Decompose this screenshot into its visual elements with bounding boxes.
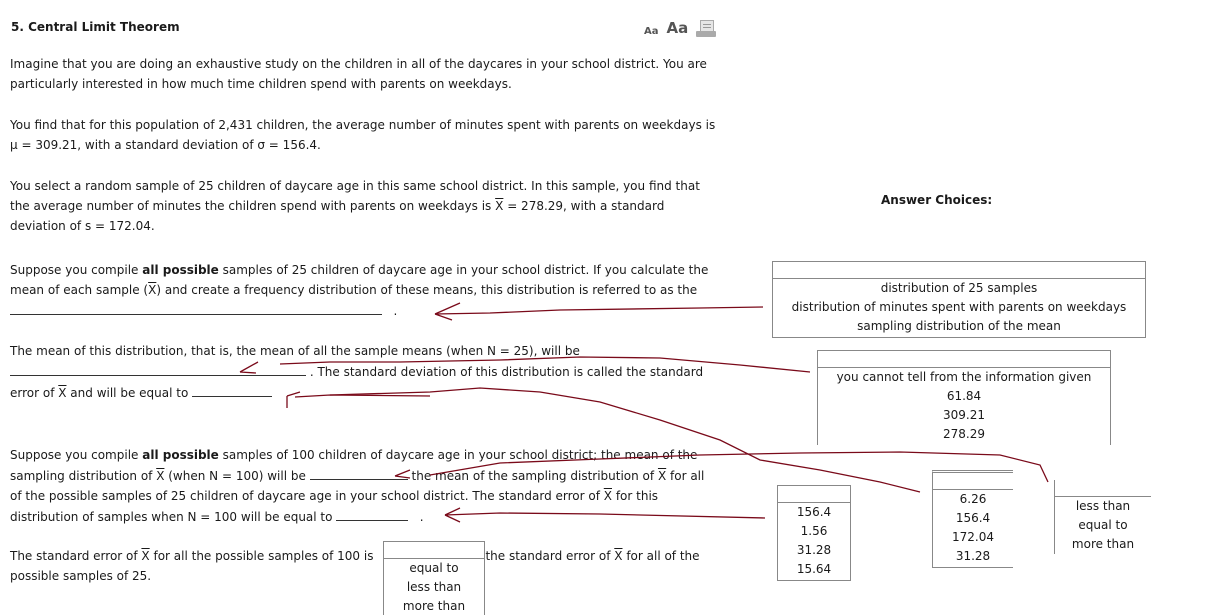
text: = 278.29, with a standard (503, 199, 665, 213)
dropdown-option[interactable]: 1.56 (800, 524, 828, 538)
dropdown-option[interactable]: 6.26 (959, 492, 987, 506)
dropdown-option[interactable]: 31.28 (796, 543, 832, 557)
text: (when N = 100) will be (164, 469, 306, 483)
answer-blank-2[interactable] (10, 361, 306, 376)
text (10, 196, 730, 216)
text: Suppose you compile (10, 448, 143, 462)
dropdown-mean-value[interactable] (817, 350, 1111, 445)
dropdown-option[interactable]: equal to (1078, 518, 1128, 532)
xbar-symbol: $\overline{X}$ (141, 549, 150, 563)
xbar-symbol: $\overline{X}$ (603, 489, 612, 503)
text: the mean of the sampling distribution of (407, 469, 658, 483)
dropdown-option[interactable]: 15.64 (796, 562, 832, 576)
dropdown-selected[interactable] (778, 486, 850, 503)
text: ) and create a frequency distribution of these means, this distribution is referred to as the (156, 283, 698, 297)
sample-paragraph (10, 176, 730, 236)
toolbar (644, 19, 716, 37)
all-samples-paragraph (10, 260, 730, 321)
text: for all of the (622, 549, 700, 563)
dropdown-option[interactable]: 61.84 (946, 389, 982, 403)
answer-blank-5[interactable] (336, 506, 408, 521)
text: You find that for this population of 2,431 children, the average number of minutes spent with parents on weekdays is (10, 118, 716, 132)
text: . (393, 304, 398, 318)
question-title: 5. Central Limit Theorem (11, 20, 180, 34)
dropdown-option[interactable]: 278.29 (943, 427, 985, 441)
dropdown-option[interactable]: 156.4 (955, 511, 991, 525)
dropdown-standard-error-n100[interactable] (777, 485, 851, 581)
dropdown-mean-comparison[interactable] (1054, 480, 1151, 554)
dropdown-option[interactable]: more than (1071, 537, 1135, 551)
dropdown-option[interactable]: less than (1075, 499, 1131, 513)
dropdown-standard-error-n25[interactable] (932, 470, 1013, 568)
text: for all the possible samples of 100 is (149, 549, 374, 563)
bold-text: all possible (142, 448, 219, 462)
text: of the possible samples of 25 children of daycare age in your school district. The standard error of (10, 489, 604, 503)
xbar-symbol: $\overline{X}$ (148, 283, 157, 297)
bold-text: all possible (142, 263, 219, 277)
dropdown-distribution-name[interactable] (772, 261, 1146, 338)
text: for all (666, 469, 705, 483)
text: samples of 25 children of daycare age in your school district. If you calculate the (218, 263, 709, 277)
dropdown-option[interactable]: 31.28 (955, 549, 991, 563)
dropdown-option[interactable]: you cannot tell from the information given (836, 370, 1092, 384)
population-paragraph (10, 115, 730, 155)
answer-blank-4[interactable] (310, 465, 408, 480)
answer-blank-1[interactable] (10, 300, 382, 315)
text: mean of each sample ( (10, 283, 149, 297)
dropdown-selected[interactable] (1055, 480, 1151, 497)
text: Suppose you compile (10, 263, 143, 277)
text: distribution of samples when N = 100 will be equal to (10, 510, 333, 524)
answer-blank-3[interactable] (192, 382, 272, 397)
dropdown-selected[interactable] (773, 262, 1145, 279)
dropdown-standard-error-comparison[interactable] (383, 541, 485, 615)
text: You select a random sample of 25 children of daycare age in this same school district. In this sample, you find that (10, 179, 700, 193)
mean-paragraph (10, 341, 730, 403)
n100-paragraph (10, 445, 730, 527)
standard-error-paragraph (10, 546, 730, 586)
xbar-symbol: $\overline{X}$ (156, 469, 165, 483)
dropdown-option[interactable]: less than (406, 580, 462, 594)
dropdown-option[interactable]: 172.04 (952, 530, 994, 544)
dropdown-option[interactable]: equal to (409, 561, 459, 575)
text: error of (10, 386, 59, 400)
dropdown-option[interactable]: 309.21 (943, 408, 985, 422)
decrease-font-button[interactable]: Aa (644, 26, 659, 37)
text: . The standard deviation of this distribution is called the standard (309, 365, 704, 379)
xbar-symbol: $\overline{X}$ (657, 469, 667, 483)
dropdown-option[interactable]: 156.4 (796, 505, 832, 519)
text: and will be equal to (66, 386, 189, 400)
text: The mean of this distribution, that is, the mean of all the sample means (when N = 25), will be (10, 344, 580, 358)
increase-font-button[interactable]: Aa (666, 19, 689, 37)
dropdown-option[interactable]: distribution of minutes spent with parents on weekdays (791, 300, 1127, 314)
text: the average number of minutes the children spend with parents on weekdays is (10, 199, 496, 213)
xbar-symbol: $\overline{X}$ (614, 549, 623, 563)
dropdown-option[interactable]: distribution of 25 samples (880, 281, 1038, 295)
intro-paragraph: Imagine that you are doing an exhaustive study on the children in all of the daycares in your school district. You are particularly interested in how much time children spend with parents on weekdays. (10, 57, 707, 91)
printer-icon[interactable] (696, 20, 716, 37)
dropdown-option[interactable]: more than (402, 599, 466, 613)
text: . (419, 510, 424, 524)
dropdown-selected[interactable] (933, 473, 1013, 490)
text: μ = 309.21, with a standard deviation of σ = 156.4. (10, 138, 321, 152)
text: the standard error of (485, 549, 615, 563)
dropdown-selected[interactable] (384, 542, 484, 559)
xbar-symbol: $\overline{X}$ (58, 386, 67, 400)
dropdown-selected[interactable] (818, 351, 1110, 368)
answer-choices-heading: Answer Choices: (881, 193, 993, 207)
text: The standard error of (10, 549, 142, 563)
xbar-symbol: $\overline{X}$ (495, 199, 504, 213)
dropdown-option[interactable]: sampling distribution of the mean (857, 319, 1061, 333)
text: possible samples of 25. (10, 569, 152, 583)
text: samples of 100 children of daycare age in your school district; the mean of the (218, 448, 698, 462)
text: deviation of s = 172.04. (10, 219, 155, 233)
text: for this (612, 489, 659, 503)
text: sampling distribution of (10, 469, 157, 483)
